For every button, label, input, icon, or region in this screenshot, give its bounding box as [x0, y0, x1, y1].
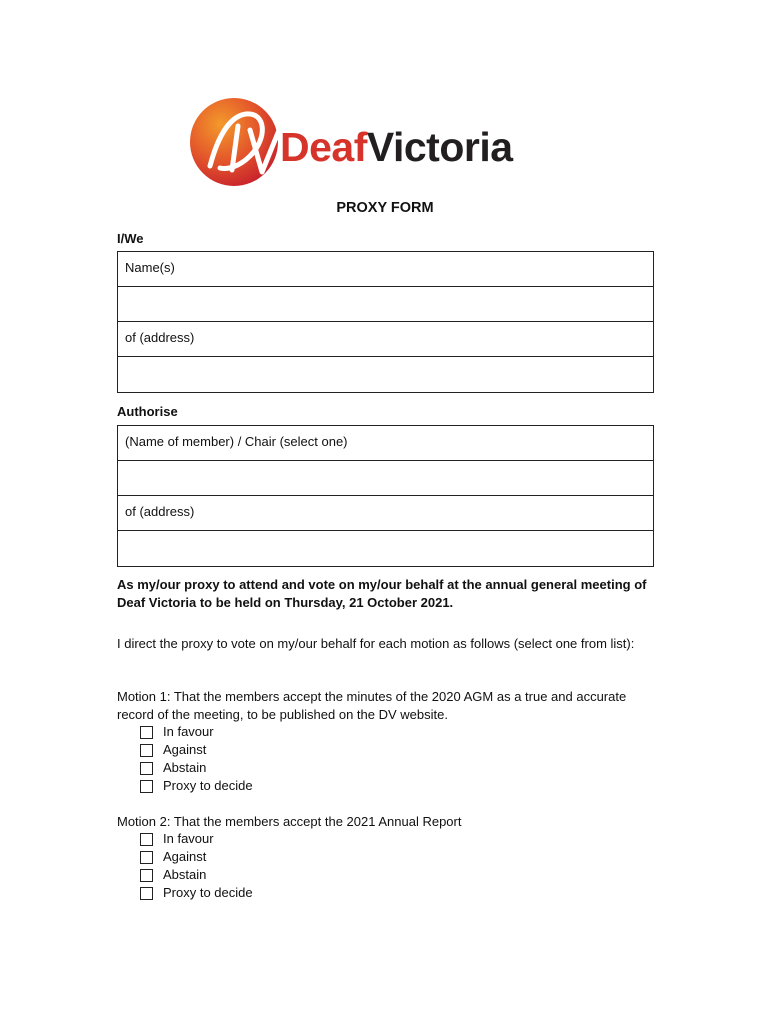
dv-monogram-icon	[188, 96, 288, 188]
names-input-row[interactable]	[118, 287, 653, 322]
voting-direction: I direct the proxy to vote on my/our behalf for each motion as follows (select one from list):	[117, 636, 635, 651]
motion-2-text: Motion 2: That the members accept the 2021 Annual Report	[117, 814, 462, 829]
proxy-name-input-row[interactable]	[118, 461, 653, 496]
proxy-name-label-row: (Name of member) / Chair (select one)	[118, 426, 653, 461]
checkbox[interactable]	[140, 726, 153, 739]
logo-wordmark	[280, 124, 513, 171]
principal-details-table	[117, 251, 654, 393]
motion-2-option-proxy-to-decide[interactable]	[140, 884, 253, 902]
motion-2-options	[140, 830, 253, 902]
checkbox[interactable]	[140, 869, 153, 882]
proxy-address-input-row[interactable]	[118, 531, 653, 566]
option-label: Proxy to decide	[163, 885, 253, 900]
proxy-details-table	[117, 425, 654, 567]
checkbox[interactable]	[140, 851, 153, 864]
checkbox[interactable]	[140, 833, 153, 846]
checkbox[interactable]	[140, 780, 153, 793]
form-title: PROXY FORM	[336, 200, 434, 216]
names-label-row: Name(s)	[118, 252, 653, 287]
address-input-row[interactable]	[118, 357, 653, 392]
proxy-address-label-row: of (address)	[118, 496, 653, 531]
option-label: In favour	[163, 831, 214, 846]
option-label: In favour	[163, 724, 214, 739]
motion-1-options	[140, 723, 253, 795]
checkbox[interactable]	[140, 744, 153, 757]
section-label-iwe: I/We	[117, 231, 144, 246]
motion-1-text: Motion 1: That the members accept the minutes of the 2020 AGM as a true and accurate record of the meeting, to be published on the DV website.	[117, 689, 627, 722]
address-label-row: of (address)	[118, 322, 653, 357]
option-label: Proxy to decide	[163, 778, 253, 793]
option-label: Against	[163, 849, 207, 864]
checkbox[interactable]	[140, 762, 153, 775]
section-label-authorise: Authorise	[117, 404, 178, 419]
motion-2-option-in-favour[interactable]	[140, 830, 253, 848]
option-label: Abstain	[163, 760, 207, 775]
motion-1-option-proxy-to-decide[interactable]	[140, 777, 253, 795]
logo-word-deaf: Deaf	[280, 124, 367, 170]
motion-2-option-abstain[interactable]	[140, 866, 253, 884]
option-label: Abstain	[163, 867, 207, 882]
motion-1-option-abstain[interactable]	[140, 759, 253, 777]
logo-word-victoria: Victoria	[366, 124, 513, 170]
option-label: Against	[163, 742, 207, 757]
deaf-victoria-logo	[188, 96, 583, 188]
motion-1-option-against[interactable]	[140, 741, 253, 759]
motion-1-option-in-favour[interactable]	[140, 723, 253, 741]
motion-2-option-against[interactable]	[140, 848, 253, 866]
proxy-statement: As my/our proxy to attend and vote on my/our behalf at the annual general meeting of Deaf Victoria to be held on Thursday, 21 October 2021.	[117, 577, 647, 610]
checkbox[interactable]	[140, 887, 153, 900]
